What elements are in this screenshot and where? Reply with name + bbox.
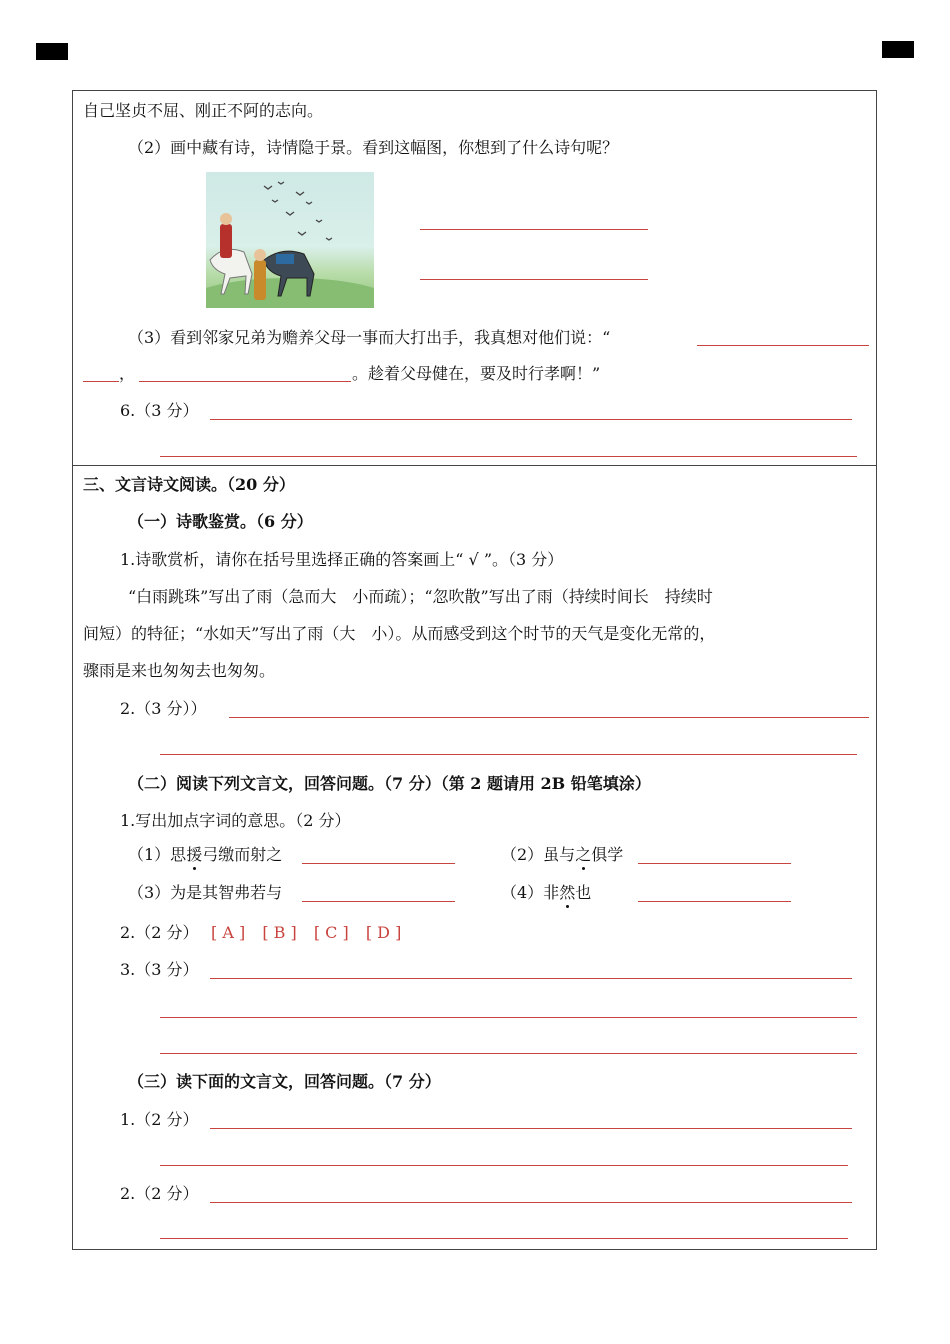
answer-line-p1q2-2[interactable] xyxy=(160,754,857,755)
q3-comma: ， xyxy=(119,364,136,383)
item-4 xyxy=(501,883,591,903)
item-4-dotted-char: 然 xyxy=(559,883,576,902)
item-1-dotted-char: 援 xyxy=(186,845,203,864)
part-3-title: （三）读下面的文言文，回答问题。（7 分） xyxy=(128,1072,441,1091)
answer-line-p2q3-2[interactable] xyxy=(160,1017,857,1018)
item-3: （3）为是其智弗若与 xyxy=(128,883,283,902)
answer-line-q3-3[interactable] xyxy=(139,381,351,382)
poem-analysis-line-1: “白雨跳珠”写出了雨（急而大 小而疏）；“忽吹散”写出了雨（持续时间长 持续时 xyxy=(128,587,713,606)
poem-analysis-line-3: 骤雨是来也匆匆去也匆匆。 xyxy=(83,661,276,680)
choice-d[interactable]: [ D ] xyxy=(365,923,402,942)
item-2-post: 俱学 xyxy=(591,845,624,864)
item-1 xyxy=(128,845,282,865)
part-2-q2-label: 2.（2 分） xyxy=(120,923,199,942)
item-4-pre: （4）非 xyxy=(501,883,560,902)
item-1-post: 弓缴而射之 xyxy=(202,845,283,864)
answer-line-p3q1-2[interactable] xyxy=(160,1165,848,1166)
item-2 xyxy=(501,845,623,865)
answer-line-q6-1[interactable] xyxy=(210,419,852,420)
choice-c[interactable]: [ C ] xyxy=(313,923,349,942)
answer-line-p2q3-1[interactable] xyxy=(210,978,852,979)
question-6-label: 6.（3 分） xyxy=(120,401,199,420)
part-2-title: （二）阅读下列文言文，回答问题。（7 分）（第 2 题请用 2B 铅笔填涂） xyxy=(128,774,651,793)
item-2-dotted-char: 之 xyxy=(575,845,592,864)
answer-line-p3q2-1[interactable] xyxy=(210,1202,852,1203)
answer-line-q2-2[interactable] xyxy=(420,279,648,280)
part-1-title: （一）诗歌鉴赏。（6 分） xyxy=(128,512,313,531)
answer-line-item-2[interactable] xyxy=(638,863,791,864)
answer-line-p3q2-2[interactable] xyxy=(160,1238,848,1239)
choice-b[interactable]: [ B ] xyxy=(262,923,297,942)
question-3-prompt: （3）看到邻家兄弟为赡养父母一事而大打出手，我真想对他们说：“ xyxy=(128,328,611,347)
answer-box-section-2 xyxy=(72,90,877,466)
item-1-pre: （1）思 xyxy=(128,845,187,864)
corner-marker-left xyxy=(36,43,68,60)
choice-group xyxy=(211,923,401,943)
answer-line-p1q2-1[interactable] xyxy=(229,717,869,718)
text-continuation: 自己坚贞不屈、刚正不阿的志向。 xyxy=(83,101,324,120)
section-3-title: 三、文言诗文阅读。（20 分） xyxy=(83,475,295,494)
poem-analysis-line-2: 间短）的特征；“水如天”写出了雨（大 小）。从而感受到这个时节的天气是变化无常的， xyxy=(83,624,716,643)
answer-box-section-3 xyxy=(72,465,877,1250)
answer-line-item-1[interactable] xyxy=(302,863,455,864)
item-2-pre: （2）虽与 xyxy=(501,845,576,864)
answer-line-p3q1-1[interactable] xyxy=(210,1128,852,1129)
horses-and-travelers-image xyxy=(206,172,374,308)
answer-line-q3-1[interactable] xyxy=(697,345,869,346)
part-2-q3-label: 3.（3 分） xyxy=(120,960,199,979)
part-1-q1-label: 1.诗歌赏析，请你在括号里选择正确的答案画上“ √ ”。（3 分） xyxy=(120,550,564,569)
answer-line-item-4[interactable] xyxy=(638,901,791,902)
part-2-q1-label: 1.写出加点字词的意思。（2 分） xyxy=(120,811,351,830)
corner-marker-right xyxy=(882,41,914,58)
question-2-prompt: （2）画中藏有诗，诗情隐于景。看到这幅图，你想到了什么诗句呢？ xyxy=(128,138,619,157)
answer-line-q2-1[interactable] xyxy=(420,229,648,230)
answer-line-item-3[interactable] xyxy=(302,901,455,902)
part-3-q1-label: 1.（2 分） xyxy=(120,1110,199,1129)
choice-a[interactable]: [ A ] xyxy=(211,923,246,942)
part-1-q2-label: 2.（3 分）） xyxy=(120,699,207,718)
answer-line-q6-2[interactable] xyxy=(160,456,857,457)
answer-line-p2q3-3[interactable] xyxy=(160,1053,857,1054)
item-4-post: 也 xyxy=(575,883,592,902)
poetry-illustration xyxy=(206,172,374,308)
answer-line-q3-2[interactable] xyxy=(83,381,119,382)
question-3-ending: 。趁着父母健在，要及时行孝啊！” xyxy=(352,364,601,383)
part-3-q2-label: 2.（2 分） xyxy=(120,1184,199,1203)
